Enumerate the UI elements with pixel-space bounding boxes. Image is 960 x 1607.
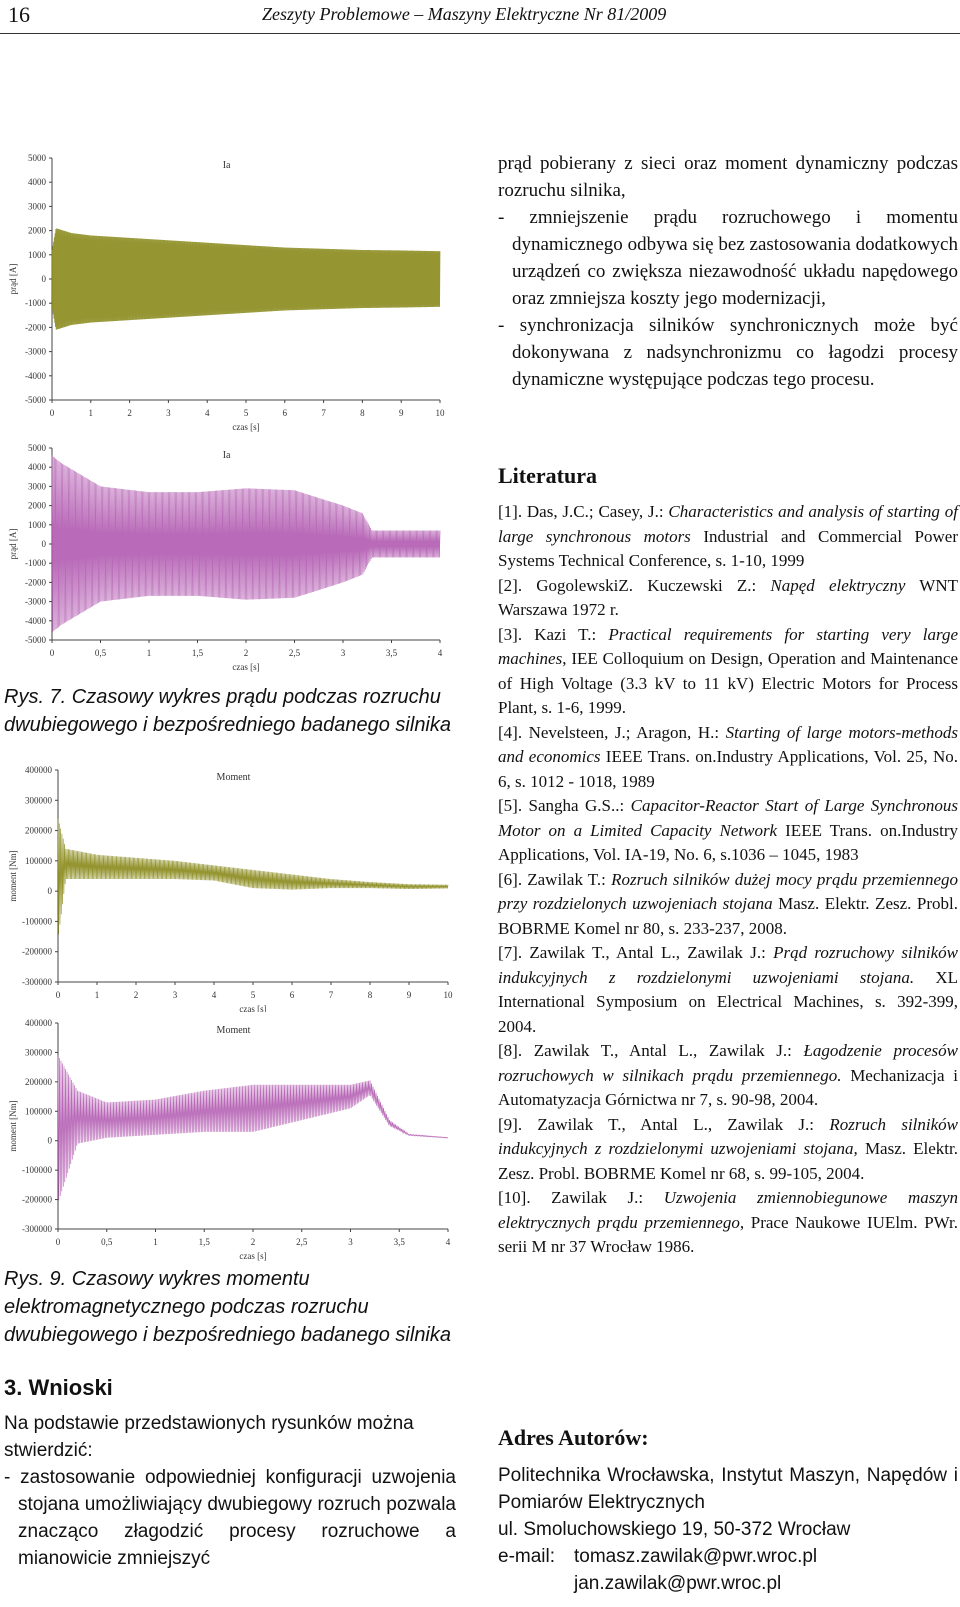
authors-address-heading: Adres Autorów: (498, 1425, 649, 1450)
series-line (58, 1055, 448, 1200)
ref-title: Rozruch silników indukcyjnych z rozdzielonymi uzwojeniami stojana, (498, 1114, 958, 1158)
chart-title: Ia (222, 450, 231, 461)
literature-heading: Literatura (498, 463, 597, 488)
x-tick-label: 1 (94, 990, 100, 1000)
x-tick-label: 3 (340, 648, 346, 658)
x-tick-label: 5 (250, 990, 256, 1000)
figure-9-caption: Rys. 9. Czasowy wykres momentu elektromagnetycznego podczas rozruchu dwubiegowego i bezpośredniego badanego silnika (4, 1268, 452, 1346)
journal-title: Zeszyty Problemowe – Maszyny Elektryczne Nr 81/2009 (262, 4, 667, 24)
y-tick-label: 0 (47, 886, 52, 897)
y-tick-label: -300000 (22, 1224, 52, 1234)
y-axis-label: moment [Nm] (8, 1100, 18, 1152)
ref-authors: [2]. GogolewskiZ. Kuczewski Z.: (498, 575, 771, 595)
x-tick-label: 1,5 (191, 648, 204, 658)
chart-svg (0, 442, 470, 677)
x-tick-label: 10 (443, 990, 453, 1000)
x-tick-label: 3 (166, 408, 171, 418)
x-tick-label: 2,5 (288, 648, 301, 658)
chart-title: Moment (216, 772, 251, 783)
y-tick-label: 1000 (28, 249, 46, 260)
conclusions-bullet-1 (4, 1464, 456, 1572)
x-tick-label: 0 (55, 1237, 61, 1247)
ref-authors: [10]. Zawilak J.: (498, 1188, 664, 1207)
chart-current-direct (0, 442, 470, 677)
ref-title: Prąd rozruchowy silników indukcyjnych z rozdzielonymi uzwojeniami stojana. (498, 943, 958, 987)
x-tick-label: 2,5 (296, 1237, 308, 1247)
y-tick-label: -300000 (22, 977, 52, 987)
chart-moment-two-speed (0, 762, 470, 1012)
y-tick-label: 3000 (28, 201, 46, 212)
y-tick-label: 400000 (25, 1018, 52, 1028)
y-tick-label: -3000 (25, 346, 46, 357)
y-tick-label: -1000 (25, 298, 46, 309)
y-tick-label: -4000 (25, 615, 46, 626)
ref-authors: [4]. Nevelsteen, J.; Aragon, H.: (498, 722, 726, 742)
chart-svg (0, 1015, 470, 1265)
ref-title: Uzwojenia zmiennobiegunowe maszyn elektrycznych prądu przemiennego (498, 1188, 958, 1232)
y-tick-label: 300000 (25, 795, 52, 806)
ref-source: WNT Warszawa 1972 r. (498, 575, 958, 619)
ref-title: Starting of large motors-methods and economics (498, 722, 958, 766)
reference-item (498, 500, 958, 574)
y-tick-label: -4000 (25, 370, 46, 381)
ref-source: Masz. Elektr. Zesz. Probl. BOBRME Komel nr 80, s. 233-237, 2008. (498, 894, 958, 938)
y-tick-label: -200000 (22, 1194, 52, 1205)
y-tick-label: 5000 (28, 153, 46, 163)
x-tick-label: 1 (88, 408, 94, 418)
x-tick-label: 5 (243, 408, 249, 418)
y-tick-label: 5000 (28, 443, 46, 453)
reference-item (498, 721, 958, 795)
y-tick-label: -100000 (22, 1165, 52, 1176)
y-tick-label: 4000 (28, 177, 46, 188)
x-tick-label: 8 (360, 408, 365, 418)
x-tick-label: 2 (127, 408, 132, 418)
reference-item (498, 623, 958, 721)
x-tick-label: 0 (49, 648, 55, 658)
ref-authors: [5]. Sangha G.S..: (498, 796, 631, 815)
x-tick-label: 7 (328, 990, 334, 1000)
bullet-3: - synchronizacja silników synchronicznych może być dokonywana z nadsynchronizmu co łagodzi procesy dynamiczne występujące podczas tego procesu. (498, 315, 958, 390)
x-axis-label: czas [s] (232, 662, 260, 672)
email-link-1[interactable]: tomasz.zawilak@pwr.wroc.pl (574, 1546, 818, 1567)
y-tick-label: 4000 (28, 462, 46, 473)
ref-authors: [7]. Zawilak T., Antal L., Zawilak J.: (498, 943, 774, 962)
x-tick-label: 1 (146, 648, 152, 658)
y-tick-label: 100000 (25, 1106, 52, 1117)
x-tick-label: 9 (398, 408, 404, 418)
ref-authors: [1]. Das, J.C.; Casey, J.: (498, 502, 669, 521)
ref-title: Napęd elektryczny (770, 575, 906, 595)
y-tick-label: -200000 (22, 946, 52, 957)
header-divider (0, 33, 960, 34)
y-tick-label: 0 (41, 539, 46, 549)
x-tick-label: 4 (445, 1237, 451, 1247)
email-label: e-mail: (498, 1546, 556, 1567)
ref-title: Characteristics and analysis of starting of large synchronous motors (498, 502, 958, 546)
street-address: ul. Smoluchowskiego 19, 50-372 Wrocław (498, 1519, 851, 1540)
y-tick-label: 200000 (25, 825, 52, 836)
ref-title: Rozruch silników dużej mocy prądu przemiennego przy rozdzielonych uzwojeniach stojana (498, 869, 958, 913)
ref-title: Łagodzenie procesów rozruchowych w silnikach prądu przemiennego. (498, 1041, 958, 1085)
chart-svg (0, 150, 470, 435)
ref-authors: [8]. Zawilak T., Antal L., Zawilak J.: (498, 1041, 804, 1060)
y-axis-label: prąd [A] (8, 528, 18, 560)
reference-item (498, 1186, 958, 1260)
figure-7-caption: Rys. 7. Czasowy wykres prądu podczas rozruchu dwubiegowego i bezpośredniego badanego silnika (4, 686, 452, 736)
x-tick-label: 4 (437, 648, 443, 658)
y-axis-label: prąd [A] (8, 263, 18, 295)
x-tick-label: 10 (435, 408, 445, 418)
x-tick-label: 2 (243, 648, 249, 658)
bullet-text: - zastosowanie odpowiedniej konfiguracji uzwojenia stojana umożliwiający dwubiegowy rozruch pozwala znacząco złagodzić procesy rozruchowe a mianowicie zmniejszyć (4, 1467, 456, 1569)
x-tick-label: 4 (204, 408, 210, 418)
x-tick-label: 4 (211, 990, 217, 1000)
ref-source: Industrial and Commercial Power Systems Technical Conference, s. 1-10, 1999 (498, 526, 958, 570)
y-tick-label: 0 (41, 274, 46, 284)
reference-item (498, 868, 958, 942)
series-line (58, 818, 448, 934)
chart-svg (0, 762, 470, 1012)
x-tick-label: 6 (289, 990, 295, 1000)
ref-source: , Prace Naukowe IUElm. PWr. serii M nr 37 Wrocław 1986. (498, 1212, 958, 1256)
ref-source: , IEE Colloquium on Design, Operation and Maintenance of High Voltage (3.3 kV to 11 kV) Electric Motors for Process Plant, s. 1-6, 1999. (498, 649, 958, 717)
bullet-2: - zmniejszenie prądu rozruchowego i momentu dynamicznego odbywa się bez zastosowania dodatkowych urządzeń co zwiększa niezawodność układu napędowego oraz zmniejsza koszty jego modernizacji, (498, 207, 958, 309)
x-tick-label: 2 (133, 990, 139, 1000)
y-tick-label: 2000 (28, 500, 46, 511)
ref-authors: [9]. Zawilak T., Antal L., Zawilak J.: (498, 1114, 830, 1134)
ref-source: Masz. Elektr. Zesz. Probl. BOBRME Komel nr 68, s. 99-105, 2004. (498, 1139, 958, 1183)
email-link-2[interactable]: jan.zawilak@pwr.wroc.pl (574, 1573, 782, 1594)
y-tick-label: -2000 (25, 322, 46, 333)
y-axis-label: moment [Nm] (8, 850, 18, 902)
x-tick-label: 1 (153, 1237, 158, 1247)
x-tick-label: 3,5 (393, 1237, 405, 1247)
ref-source: XL International Symposium on Electrical Machines, s. 392-399, 2004. (498, 967, 958, 1036)
x-tick-label: 0 (49, 408, 55, 418)
x-tick-label: 0,5 (94, 648, 107, 658)
institution: Politechnika Wrocławska, Instytut Maszyn, Napędów i Pomiarów Elektrycznych (498, 1465, 958, 1513)
reference-list (498, 500, 958, 1260)
y-tick-label: 0 (47, 1135, 52, 1146)
chart-title: Ia (222, 160, 231, 171)
y-tick-label: -1000 (25, 558, 46, 569)
chart-moment-direct (0, 1015, 470, 1265)
series-line (52, 456, 440, 632)
ref-source: IEEE Trans. on.Industry Applications, Vol. 25, No. 6, s. 1012 - 1018, 1989 (498, 747, 958, 791)
reference-item (498, 574, 958, 623)
y-tick-label: -100000 (22, 916, 52, 927)
y-tick-label: -5000 (25, 395, 46, 405)
reference-item (498, 1039, 958, 1113)
ref-title: Capacitor-Reactor Start of Large Synchronous Motor on a Limited Capacity Network (498, 796, 959, 840)
x-axis-label: czas [s] (239, 1004, 267, 1012)
y-tick-label: 3000 (28, 481, 46, 492)
x-tick-label: 6 (282, 408, 288, 418)
y-tick-label: -2000 (25, 577, 46, 588)
email-row (498, 1570, 958, 1597)
x-tick-label: 0 (55, 990, 61, 1000)
y-tick-label: 300000 (25, 1047, 52, 1058)
x-tick-label: 2 (250, 1237, 256, 1247)
x-tick-label: 7 (321, 408, 326, 418)
x-tick-label: 3,5 (385, 648, 398, 658)
y-tick-label: 100000 (25, 855, 52, 866)
x-tick-label: 3 (172, 990, 178, 1000)
x-axis-label: czas [s] (239, 1251, 267, 1261)
continuation-text: prąd pobierany z sieci oraz moment dynamiczny podczas rozruchu silnika, (498, 153, 958, 201)
page-number: 16 (8, 2, 30, 27)
y-tick-label: 2000 (28, 225, 46, 236)
x-tick-label: 1,5 (198, 1237, 210, 1247)
y-tick-label: 200000 (25, 1076, 52, 1087)
authors-address (498, 1462, 958, 1597)
ref-source: IEEE Trans. on.Industry Applications, Vol. IA-19, No. 6, s.1036 – 1045, 1983 (498, 820, 958, 864)
x-tick-label: 0,5 (101, 1237, 113, 1247)
x-tick-label: 9 (406, 990, 412, 1000)
conclusions-intro: Na podstawie przedstawionych rysunków można stwierdzić: (4, 1413, 414, 1461)
conclusions-heading: 3. Wnioski (4, 1375, 113, 1400)
ref-authors: [6]. Zawilak T.: (498, 869, 612, 889)
y-tick-label: -3000 (25, 596, 46, 607)
y-tick-label: 400000 (25, 765, 52, 775)
email-row (498, 1543, 958, 1570)
conclusions-continued (498, 150, 958, 393)
reference-item (498, 794, 958, 868)
reference-item (498, 1113, 958, 1187)
x-tick-label: 8 (367, 990, 373, 1000)
ref-source: Mechanizacja i Automatyzacja Górnictwa nr 7, s. 90-98, 2004. (498, 1065, 959, 1109)
chart-current-two-speed (0, 150, 470, 435)
y-tick-label: -5000 (25, 635, 46, 645)
x-tick-label: 3 (348, 1237, 353, 1247)
y-tick-label: 1000 (28, 519, 46, 530)
chart-title: Moment (216, 1025, 251, 1036)
reference-item (498, 941, 958, 1039)
x-axis-label: czas [s] (232, 422, 260, 432)
ref-authors: [3]. Kazi T.: (498, 624, 609, 644)
series-line (52, 228, 440, 329)
ref-title: Practical requirements for starting very large machines (498, 624, 959, 668)
